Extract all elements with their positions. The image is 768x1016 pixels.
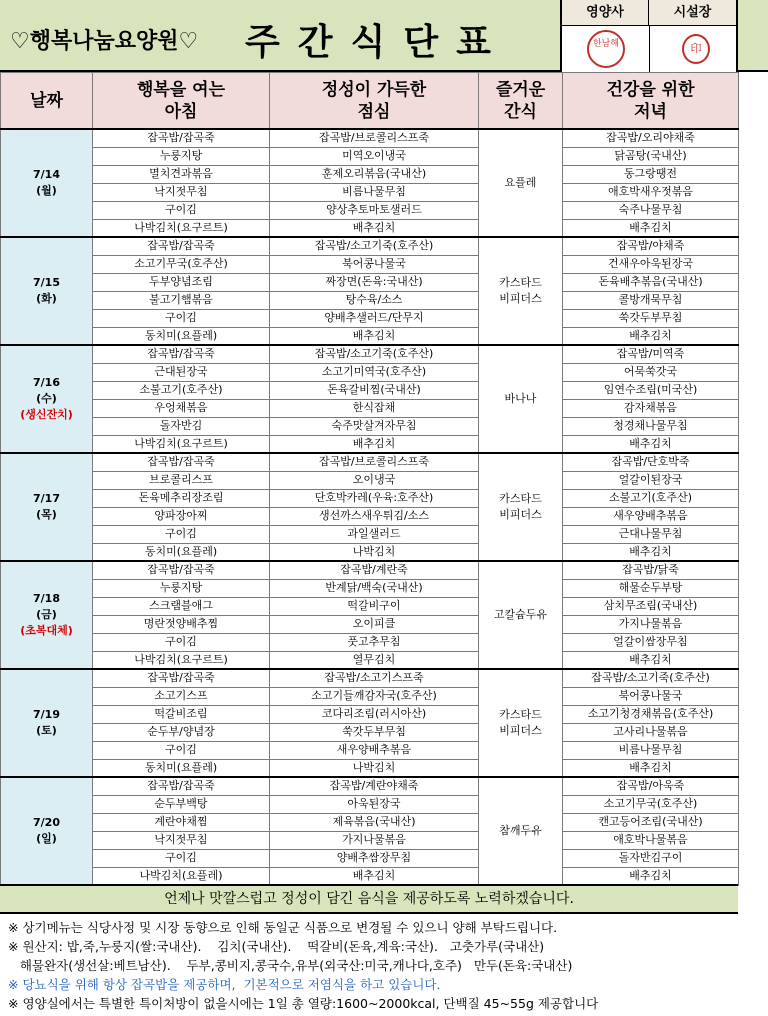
day-cell	[1, 129, 93, 237]
table-row	[1, 867, 739, 885]
breakfast-item: 우엉채볶음	[93, 399, 270, 417]
dinner-item: 근대나물무침	[563, 525, 739, 543]
day-cell	[1, 237, 93, 345]
breakfast-item: 떡갈비조림	[93, 705, 270, 723]
dinner-item: 잡곡밥/오리야채죽	[563, 129, 739, 147]
header-dinner	[563, 73, 739, 130]
table-row	[1, 273, 739, 291]
header-dinner-line1: 건강을 위한	[606, 79, 695, 100]
table-row	[1, 309, 739, 327]
breakfast-item: 동치미(요플레)	[93, 759, 270, 777]
lunch-item: 배추김치	[270, 219, 479, 237]
day-weekday: (목)	[36, 508, 57, 521]
breakfast-item: 명란젓양배추찜	[93, 615, 270, 633]
table-row	[1, 435, 739, 453]
dinner-item: 잡곡밥/닭죽	[563, 561, 739, 579]
dinner-item: 소고기무국(호주산)	[563, 795, 739, 813]
lunch-item: 과일샐러드	[270, 525, 479, 543]
lunch-item: 비름나물무침	[270, 183, 479, 201]
breakfast-item: 두부양념조림	[93, 273, 270, 291]
breakfast-item: 잡곡밥/잡곡죽	[93, 669, 270, 687]
dinner-item: 잡곡밥/미역죽	[563, 345, 739, 363]
header-snack	[479, 73, 563, 130]
breakfast-item: 소고기스프	[93, 687, 270, 705]
dinner-item: 닭곰탕(국내산)	[563, 147, 739, 165]
lunch-item: 배추김치	[270, 435, 479, 453]
header-snack-line2: 간식	[504, 101, 537, 122]
day-date: 7/18	[33, 592, 60, 605]
lunch-item: 제육볶음(국내산)	[270, 813, 479, 831]
breakfast-item: 잡곡밥/잡곡죽	[93, 237, 270, 255]
dinner-item: 배추김치	[563, 219, 739, 237]
table-row	[1, 183, 739, 201]
header-breakfast-line1: 행복을 여는	[136, 79, 226, 100]
snack-item: 고칼슘두유	[493, 608, 548, 621]
table-row	[1, 255, 739, 273]
lunch-item: 나박김치	[270, 759, 479, 777]
day-date: 7/17	[33, 492, 60, 505]
snack-cell	[479, 669, 563, 777]
table-header-row	[1, 73, 739, 130]
breakfast-item: 잡곡밥/잡곡죽	[93, 561, 270, 579]
table-row	[1, 399, 739, 417]
footer-note-line: ※ 원산지: 밥,죽,누룽지(쌀:국내산). 김치(국내산). 떡갈비(돈육,계육:국산). 고춧가루(국내산)	[8, 939, 545, 954]
dinner-item: 잡곡밥/단호박죽	[563, 453, 739, 471]
lunch-item: 미역오이냉국	[270, 147, 479, 165]
lunch-item: 새우양배추볶음	[270, 741, 479, 759]
dinner-item: 쑥갓두부무침	[563, 309, 739, 327]
menu-body	[1, 129, 739, 885]
director-stamp: 印	[682, 34, 710, 64]
day-cell	[1, 561, 93, 669]
lunch-item: 양배추쌈장무침	[270, 849, 479, 867]
dinner-item: 돈육배추볶음(국내산)	[563, 273, 739, 291]
snack-item: 비피더스	[499, 508, 542, 521]
table-row	[1, 579, 739, 597]
table-row	[1, 723, 739, 741]
snack-cell	[479, 237, 563, 345]
page-title: 주간식단표	[245, 22, 509, 63]
dinner-item: 얼갈이쌈장무침	[563, 633, 739, 651]
table-row	[1, 381, 739, 399]
dinner-item: 잡곡밥/야채죽	[563, 237, 739, 255]
dinner-item: 소고기청경채볶음(호주산)	[563, 705, 739, 723]
snack-cell	[479, 777, 563, 885]
dinner-item: 잡곡밥/아욱죽	[563, 777, 739, 795]
header-lunch-line2: 점심	[357, 101, 391, 122]
lunch-item: 생선까스새우튀김/소스	[270, 507, 479, 525]
lunch-item: 훈제오리볶음(국내산)	[270, 165, 479, 183]
lunch-item: 배추김치	[270, 867, 479, 885]
dinner-item: 어묵쑥갓국	[563, 363, 739, 381]
breakfast-item: 근대된장국	[93, 363, 270, 381]
table-row	[1, 705, 739, 723]
table-row	[1, 417, 739, 435]
dinner-item: 비름나물무침	[563, 741, 739, 759]
breakfast-item: 누룽지탕	[93, 579, 270, 597]
breakfast-item: 나박김치(요구르트)	[93, 219, 270, 237]
table-row	[1, 669, 739, 687]
breakfast-item: 소불고기(호주산)	[93, 381, 270, 399]
breakfast-item: 잡곡밥/잡곡죽	[93, 453, 270, 471]
breakfast-item: 순두부/양념장	[93, 723, 270, 741]
dinner-item: 동그랑땡전	[563, 165, 739, 183]
breakfast-item: 나박김치(요구르트)	[93, 651, 270, 669]
day-weekday: (화)	[36, 292, 57, 305]
day-date: 7/20	[33, 816, 60, 830]
table-row	[1, 147, 739, 165]
breakfast-item: 브로콜리스프	[93, 471, 270, 489]
breakfast-item: 불고기햄볶음	[93, 291, 270, 309]
breakfast-item: 구이김	[93, 741, 270, 759]
footer-note-line: 해물완자(생선살:베트남산). 두부,콩비지,콩국수,유부(외국산:미국,캐나다,호주) 만두(돈육:국내산)	[8, 958, 573, 973]
table-row	[1, 561, 739, 579]
breakfast-item: 잡곡밥/잡곡죽	[93, 129, 270, 147]
breakfast-item: 낙지젓무침	[93, 831, 270, 849]
lunch-item: 북어콩나물국	[270, 255, 479, 273]
table-row	[1, 759, 739, 777]
snack-item: 카스타드	[499, 708, 542, 721]
lunch-item: 오이냉국	[270, 471, 479, 489]
dinner-item: 삼치무조림(국내산)	[563, 597, 739, 615]
dinner-item: 잡곡밥/소고기죽(호주산)	[563, 669, 739, 687]
page-header	[0, 0, 768, 72]
lunch-item: 잡곡밥/계란죽	[270, 561, 479, 579]
header-breakfast	[93, 73, 270, 130]
dinner-item: 임연수조림(미국산)	[563, 381, 739, 399]
snack-item: 비피더스	[499, 724, 542, 737]
dinner-item: 고사리나물볶음	[563, 723, 739, 741]
breakfast-item: 구이김	[93, 201, 270, 219]
breakfast-item: 구이김	[93, 849, 270, 867]
lunch-item: 탕수육/소스	[270, 291, 479, 309]
day-date: 7/16	[33, 376, 60, 389]
dinner-item: 새우양배추볶음	[563, 507, 739, 525]
lunch-item: 숙주맛살겨자무침	[270, 417, 479, 435]
breakfast-item: 스크램블애그	[93, 597, 270, 615]
breakfast-item: 돈육메추리장조림	[93, 489, 270, 507]
table-row	[1, 813, 739, 831]
breakfast-item: 구이김	[93, 525, 270, 543]
table-row	[1, 201, 739, 219]
dinner-item: 캔고등어조림(국내산)	[563, 813, 739, 831]
table-row	[1, 543, 739, 561]
dinner-item: 감자채볶음	[563, 399, 739, 417]
day-weekday: (금)	[36, 608, 57, 621]
dinner-item: 청경채나물무침	[563, 417, 739, 435]
snack-item: 비피더스	[499, 292, 542, 305]
day-weekday: (토)	[36, 724, 57, 737]
table-row	[1, 651, 739, 669]
lunch-item: 단호박카레(우육:호주산)	[270, 489, 479, 507]
table-row	[1, 525, 739, 543]
footer-note-line: ※ 상기메뉴는 식당사정 및 시장 동향으로 인해 동일군 식품으로 변경될 수 있으니 양해 부탁드립니다.	[8, 920, 558, 935]
day-date: 7/15	[33, 276, 60, 289]
breakfast-item: 소고기무국(호주산)	[93, 255, 270, 273]
day-date: 7/19	[33, 708, 60, 721]
day-event-note: (초복대체)	[20, 624, 73, 637]
breakfast-item: 잡곡밥/잡곡죽	[93, 777, 270, 795]
breakfast-item: 누룽지탕	[93, 147, 270, 165]
dinner-item: 애호박새우젓볶음	[563, 183, 739, 201]
lunch-item: 가지나물볶음	[270, 831, 479, 849]
lunch-item: 돈육갈비찜(국내산)	[270, 381, 479, 399]
day-event-note: (생신잔치)	[20, 408, 73, 421]
table-row	[1, 165, 739, 183]
lunch-item: 잡곡밥/브로콜리스프죽	[270, 453, 479, 471]
dinner-item: 북어콩나물국	[563, 687, 739, 705]
day-date: 7/14	[33, 168, 60, 181]
lunch-item: 잡곡밥/브로콜리스프죽	[270, 129, 479, 147]
table-row	[1, 507, 739, 525]
table-row	[1, 345, 739, 363]
approval-box	[560, 0, 738, 72]
day-weekday: (수)	[36, 392, 57, 405]
dinner-item: 가지나물볶음	[563, 615, 739, 633]
snack-item: 카스타드	[499, 492, 542, 505]
table-row	[1, 687, 739, 705]
lunch-item: 오이피클	[270, 615, 479, 633]
table-row	[1, 489, 739, 507]
header-date: 날짜	[1, 73, 93, 130]
lunch-item: 한식잡채	[270, 399, 479, 417]
director-label: 시설장	[649, 0, 736, 26]
breakfast-item: 멸치견과볶음	[93, 165, 270, 183]
header-breakfast-line2: 아침	[164, 101, 198, 122]
lunch-item: 소고기미역국(호주산)	[270, 363, 479, 381]
table-row	[1, 453, 739, 471]
footer-message: 언제나 맛깔스럽고 정성이 담긴 음식을 제공하도록 노력하겠습니다.	[0, 884, 738, 914]
dinner-item: 해물순두부탕	[563, 579, 739, 597]
table-row	[1, 831, 739, 849]
table-row	[1, 597, 739, 615]
breakfast-item: 돌자반김	[93, 417, 270, 435]
lunch-item: 양배추샐러드/단무지	[270, 309, 479, 327]
day-cell	[1, 345, 93, 453]
dinner-item: 애호박나물볶음	[563, 831, 739, 849]
lunch-item: 떡갈비구이	[270, 597, 479, 615]
breakfast-item: 나박김치(요구르트)	[93, 435, 270, 453]
lunch-item: 잡곡밥/소고기죽(호주산)	[270, 345, 479, 363]
header-lunch-line1: 정성이 가득한	[321, 79, 427, 100]
table-row	[1, 129, 739, 147]
organization-name: ♡행복나눔요양원♡	[10, 29, 199, 54]
snack-item: 카스타드	[499, 276, 542, 289]
lunch-item: 반계닭/백숙(국내산)	[270, 579, 479, 597]
table-row	[1, 777, 739, 795]
dinner-item: 배추김치	[563, 543, 739, 561]
lunch-item: 소고기들깨감자국(호주산)	[270, 687, 479, 705]
snack-item: 요플레	[504, 176, 537, 189]
lunch-item: 코다리조림(러시아산)	[270, 705, 479, 723]
lunch-item: 잡곡밥/소고기죽(호주산)	[270, 237, 479, 255]
snack-cell	[479, 453, 563, 561]
dinner-item: 돌자반김구이	[563, 849, 739, 867]
lunch-item: 짜장면(돈육:국내산)	[270, 273, 479, 291]
lunch-item: 잡곡밥/계란야채죽	[270, 777, 479, 795]
lunch-item: 잡곡밥/소고기스프죽	[270, 669, 479, 687]
breakfast-item: 계란야채찜	[93, 813, 270, 831]
weekly-menu-table	[0, 72, 739, 886]
breakfast-item: 나박김치(요플레)	[93, 867, 270, 885]
snack-item: 바나나	[504, 392, 537, 405]
footer-note-line: ※ 영양실에서는 특별한 특이처방이 없을시에는 1일 총 열량:1600~2000kcal, 단백질 45~55g 제공합니다	[8, 996, 599, 1011]
dinner-item: 소불고기(호주산)	[563, 489, 739, 507]
breakfast-item: 낙지젓무침	[93, 183, 270, 201]
dinner-item: 배추김치	[563, 759, 739, 777]
table-row	[1, 327, 739, 345]
breakfast-item: 동치미(요플레)	[93, 543, 270, 561]
approval-divider	[649, 26, 650, 72]
footer-notes	[8, 918, 598, 1013]
table-row	[1, 741, 739, 759]
dinner-item: 배추김치	[563, 867, 739, 885]
dinner-item: 숙주나물무침	[563, 201, 739, 219]
breakfast-item: 순두부백탕	[93, 795, 270, 813]
snack-cell	[479, 129, 563, 237]
lunch-item: 배추김치	[270, 327, 479, 345]
snack-cell	[479, 345, 563, 453]
table-row	[1, 633, 739, 651]
table-row	[1, 219, 739, 237]
header-lunch	[270, 73, 479, 130]
table-row	[1, 237, 739, 255]
breakfast-item: 동치미(요플레)	[93, 327, 270, 345]
header-snack-line1: 즐거운	[495, 79, 546, 100]
dinner-item: 배추김치	[563, 327, 739, 345]
snack-item: 참깨두유	[499, 824, 542, 838]
breakfast-item: 구이김	[93, 309, 270, 327]
dinner-item: 얼갈이된장국	[563, 471, 739, 489]
lunch-item: 나박김치	[270, 543, 479, 561]
dinner-item: 배추김치	[563, 651, 739, 669]
snack-cell	[479, 561, 563, 669]
breakfast-item: 양파장아찌	[93, 507, 270, 525]
dinner-item: 콜방개묵무침	[563, 291, 739, 309]
footer-note-line: ※ 당뇨식을 위해 항상 잡곡밥을 제공하며, 기본적으로 저염식을 하고 있습니다.	[8, 977, 441, 992]
table-row	[1, 849, 739, 867]
table-row	[1, 795, 739, 813]
nutritionist-label: 영양사	[562, 0, 649, 26]
table-row	[1, 471, 739, 489]
lunch-item: 양상추토마토샐러드	[270, 201, 479, 219]
day-weekday: (일)	[36, 832, 57, 846]
header-dinner-line2: 저녁	[634, 101, 667, 122]
nutritionist-stamp: 한남해	[587, 30, 625, 68]
table-row	[1, 363, 739, 381]
lunch-item: 열무김치	[270, 651, 479, 669]
dinner-item: 배추김치	[563, 435, 739, 453]
breakfast-item: 잡곡밥/잡곡죽	[93, 345, 270, 363]
day-cell	[1, 777, 93, 885]
breakfast-item: 구이김	[93, 633, 270, 651]
lunch-item: 아욱된장국	[270, 795, 479, 813]
day-cell	[1, 453, 93, 561]
lunch-item: 풋고추무침	[270, 633, 479, 651]
dinner-item: 건새우아욱된장국	[563, 255, 739, 273]
table-row	[1, 615, 739, 633]
table-row	[1, 291, 739, 309]
day-weekday: (월)	[36, 184, 57, 197]
lunch-item: 쑥갓두부무침	[270, 723, 479, 741]
day-cell	[1, 669, 93, 777]
